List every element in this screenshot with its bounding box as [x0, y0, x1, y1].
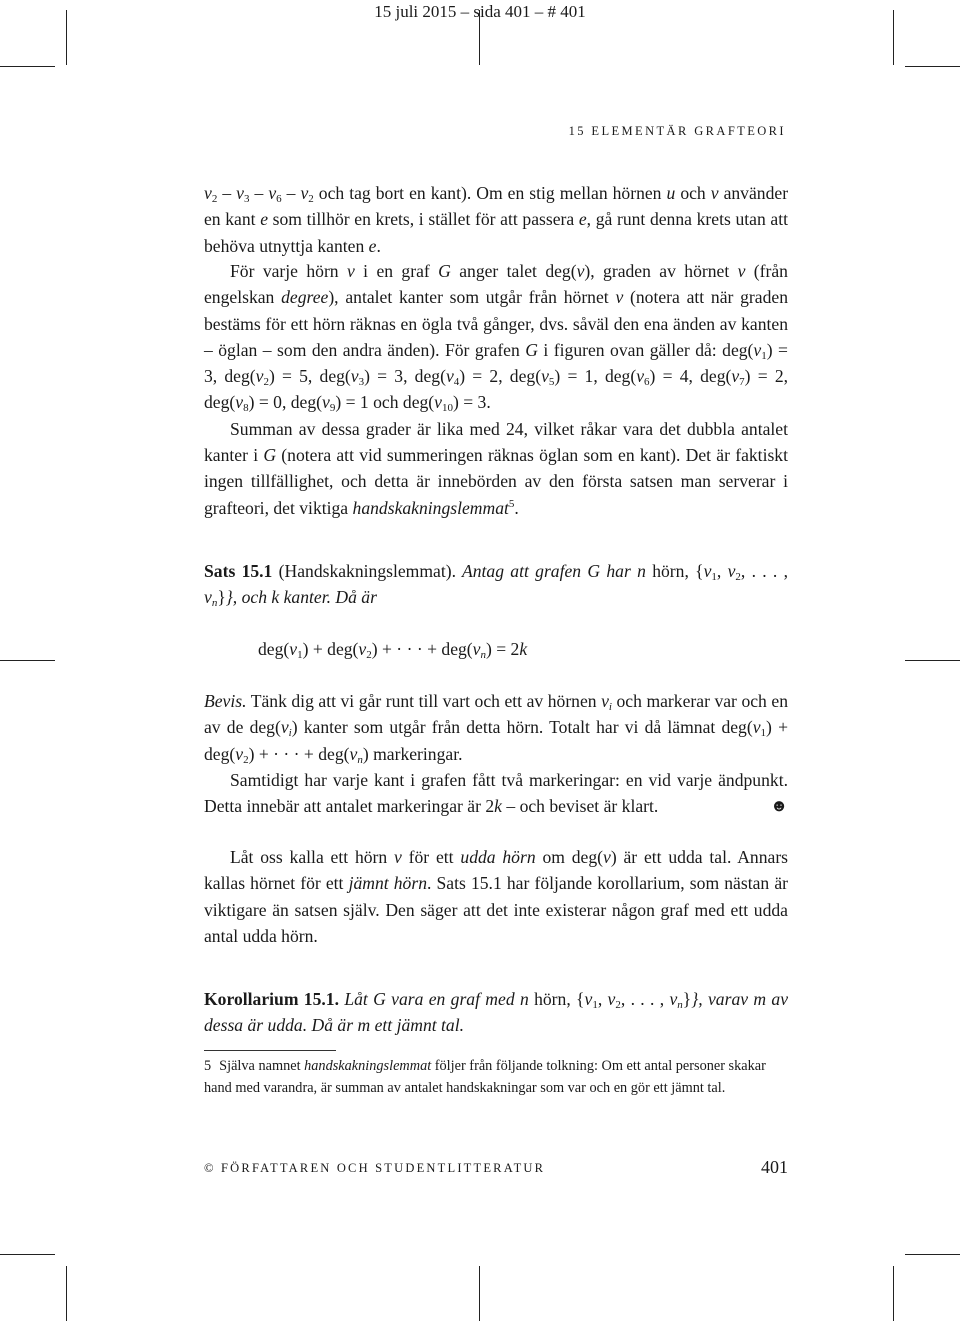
theorem-block: Sats 15.1 (Handskakningslemmat). Antag att grafen G har n hörn, {$v_1$, $v_2$, . . . , $v_n$}}, och k kanter. Då är [204, 561, 789, 610]
paragraph-continuation: $v_2 - v_3 - v_6 - v_2$ och tag bort en kant). Om en stig mellan hörnen u och v använder en kant e som tillhör en krets, i stället för att passera e, gå runt denna krets utan att behöva utnyttja kanten e. [204, 183, 789, 256]
corollary-label: Korollarium 15.1. [204, 989, 339, 1009]
print-header: 15 juli 2015 – sida 401 – # 401 [374, 2, 586, 21]
crop-mark [0, 660, 55, 661]
footer-copyright: © FÖRFATTAREN OCH STUDENTLITTERATUR [204, 1161, 546, 1175]
footnote-rule [204, 1050, 336, 1051]
running-head: 15 ELEMENTÄR GRAFTEORI [568, 124, 786, 138]
crop-mark [905, 66, 960, 67]
crop-mark [893, 1266, 894, 1321]
paragraph-sum-of-degrees: Summan av dessa grader är lika med 24, vilket råkar vara det dubbla antalet kanter i G (notera att vid summeringen räknas öglan som en kant). Det är faktiskt ingen tillfällighet, och detta är innebörden av den första satsen man serverar i grafteori, det viktiga handskakningslemmat$^5$. [204, 418, 788, 518]
crop-mark [0, 1254, 55, 1255]
footnote: 5 Själva namnet handskakningslemmat följer från följande tolkning: Om ett antal personer skakar hand med varandra, är summan av antalet handskakningar som var och en gör ett jämnt tal. [204, 1058, 766, 1096]
crop-mark [905, 1254, 960, 1255]
corollary-block: Korollarium 15.1. Låt G vara en graf med n hörn, {$v_1$, $v_2$, . . . , $v_n$}}, varav m av dessa är udda. Då är m ett jämnt tal. [204, 989, 789, 1036]
crop-mark [0, 66, 55, 67]
theorem-name: (Handskakningslemmat). [272, 561, 457, 581]
proof-block: Bevis. Tänk dig att vi går runt till vart och ett av hörnen $v_i$ och markerar var och en av de $deg(v_i)$ kanter som utgår från detta hörn. Totalt har vi då lämnat $deg(v_1) + deg(v_2)$ + · · · + $deg(v_n)$ markeringar. Samtidigt har varje kant i grafen fått två markeringar: en vid varje ändpunkt. Detta innebär att antalet markeringar är 2k – och beviset är klart. ☻ [204, 688, 788, 819]
footnote-marker: 5 [508, 497, 515, 510]
footnote-number: 5 [204, 1058, 212, 1074]
paragraph-degree-definition: För varje hörn v i en graf G anger talet deg(v), graden av hörnet v (från engelskan degree), antalet kanter som utgår från hörnet v (notera att när graden bestäms för ett hörn räknas en ögla två gånger, dvs. såväl den ena änden av kanten – öglan – som den andra änden). För grafen G i figuren ovan gäller då: $deg(v_1) = 3$, $deg(v_2) = 5$, $deg(v_3) = 3$, $deg(v_4) = 2$, $deg(v_5) = 1$, $deg(v_6) = 4$, $deg(v_7) = 2$, $deg(v_8) = 0$, $deg(v_9) = 1$ och $deg(v_{10}) = 3$. Summan av dessa grader är lika med 24, vilket råkar vara det dubbla antalet kanter i G (notera att vid summeringen räknas öglan som en kant). Det är faktiskt ingen tillfällighet, och detta är innebörden av den första satsen man serverar i grafteori, det viktiga handskakningslemmat$^5$. [204, 258, 788, 521]
crop-mark [905, 660, 960, 661]
page-number: 401 [761, 1157, 788, 1177]
proof-label: Bevis. [204, 691, 247, 711]
paragraph-odd-vertices: Låt oss kalla ett hörn v för ett udda hörn om deg(v) är ett udda tal. Annars kallas hörnet för ett jämnt hörn. Sats 15.1 har följande korollarium, som nästan är viktigare än satsen själv. Den säger att det inte existerar någon graf med ett udda antal udda hörn. [204, 847, 789, 946]
theorem-label: Sats 15.1 [204, 561, 273, 581]
crop-mark [479, 1266, 480, 1321]
crop-mark [66, 1266, 67, 1321]
handshake-equation: $deg(v_1) + deg(v_2)$ + · · · + $deg(v_n) = 2k$ [258, 639, 528, 661]
qed-icon: ☻ [770, 796, 788, 816]
